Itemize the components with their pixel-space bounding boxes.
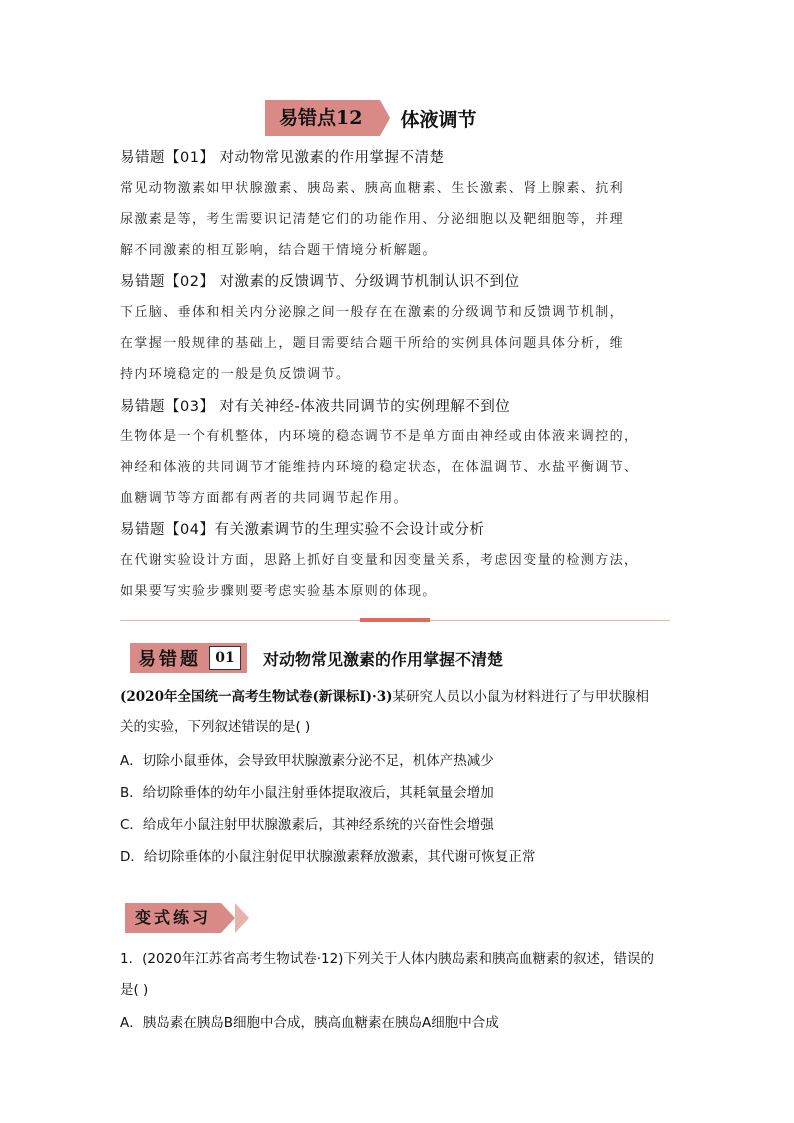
section-body-04 — [120, 545, 680, 607]
question1-stem — [120, 682, 680, 742]
section-line: 常见动物激素如甲状腺激素、胰岛素、胰高血糖素、生长激素、肾上腺素、抗利 — [120, 181, 625, 196]
error-label: 易错题 — [138, 649, 201, 670]
question2-option-a: A．胰岛素在胰岛B细胞中合成，胰高血糖素在胰岛A细胞中合成 — [120, 1015, 499, 1031]
section-line: 尿激素是等，考生需要识记清楚它们的功能作用、分泌细胞以及靶细胞等，并理 — [120, 212, 625, 227]
option-a: A．切除小鼠垂体，会导致甲状腺激素分泌不足，机体产热减少 — [120, 753, 494, 769]
section-head-01: 易错题【01】 对动物常见激素的作用掌握不清楚 — [120, 150, 445, 166]
section-line: 解不同激素的相互影响，结合题干情境分析解题。 — [120, 243, 437, 258]
section-line: 如果要写实验步骤则要考虑实验基本原则的体现。 — [120, 584, 437, 599]
section-line: 持内环境稳定的一般是负反馈调节。 — [120, 367, 351, 382]
question2-line2: 是( ) — [120, 982, 149, 998]
chevron-right-icon — [221, 903, 255, 933]
title-text: 体液调节 — [400, 108, 477, 131]
error-label-box — [130, 643, 247, 673]
section-line: 血糖调节等方面都有两者的共同调节起作用。 — [120, 491, 409, 506]
section-line: 生物体是一个有机整体，内环境的稳态调节不是单方面由神经或由体液来调控的， — [120, 429, 639, 444]
question1-stem-line2: 关的实验，下列叙述错误的是( ) — [120, 719, 311, 735]
section-head-04: 易错题【04】有关激素调节的生理实验不会设计或分析 — [120, 522, 485, 538]
section-line: 下丘脑、垂体和相关内分泌腺之间一般存在在激素的分级调节和反馈调节机制， — [120, 305, 625, 320]
variant-label: 变式练习 — [125, 903, 221, 933]
title-badge: 易错点12 — [265, 100, 380, 136]
section-body-01 — [120, 173, 680, 266]
error-banner — [130, 643, 503, 673]
section-line: 在掌握一般规律的基础上，题目需要结合题干所给的实例具体问题具体分析，维 — [120, 336, 625, 351]
error-number: 01 — [209, 646, 241, 670]
question2-line1: 1．(2020年江苏省高考生物试卷·12)下列关于人体内胰岛素和胰高血糖素的叙述，错误的 — [120, 951, 654, 967]
page-title — [265, 100, 476, 136]
section-line: 在代谢实验设计方面，思路上抓好自变量和因变量关系，考虑因变量的检测方法， — [120, 553, 639, 568]
section-body-02 — [120, 297, 680, 390]
option-c: C．给成年小鼠注射甲状腺激素后，其神经系统的兴奋性会增强 — [120, 817, 494, 833]
divider-accent — [360, 618, 430, 622]
section-line: 神经和体液的共同调节才能维持内环境的稳定状态，在体温调节、水盐平衡调节、 — [120, 460, 639, 475]
variant-banner — [125, 903, 255, 933]
section-body-03 — [120, 421, 680, 514]
section-head-03: 易错题【03】 对有关神经-体液共同调节的实例理解不到位 — [120, 399, 511, 415]
option-d: D．给切除垂体的小鼠注射促甲状腺激素释放激素，其代谢可恢复正常 — [120, 849, 536, 865]
error-title: 对动物常见激素的作用掌握不清楚 — [263, 649, 504, 669]
section-head-02: 易错题【02】 对激素的反馈调节、分级调节机制认识不到位 — [120, 274, 520, 290]
option-b: B．给切除垂体的幼年小鼠注射垂体提取液后，其耗氧量会增加 — [120, 785, 494, 801]
question1-stem-line1: 某研究人员以小鼠为材料进行了与甲状腺相 — [392, 689, 650, 705]
question1-source: (2020年全国统一高考生物试卷(新课标Ⅰ)·3) — [120, 689, 393, 705]
